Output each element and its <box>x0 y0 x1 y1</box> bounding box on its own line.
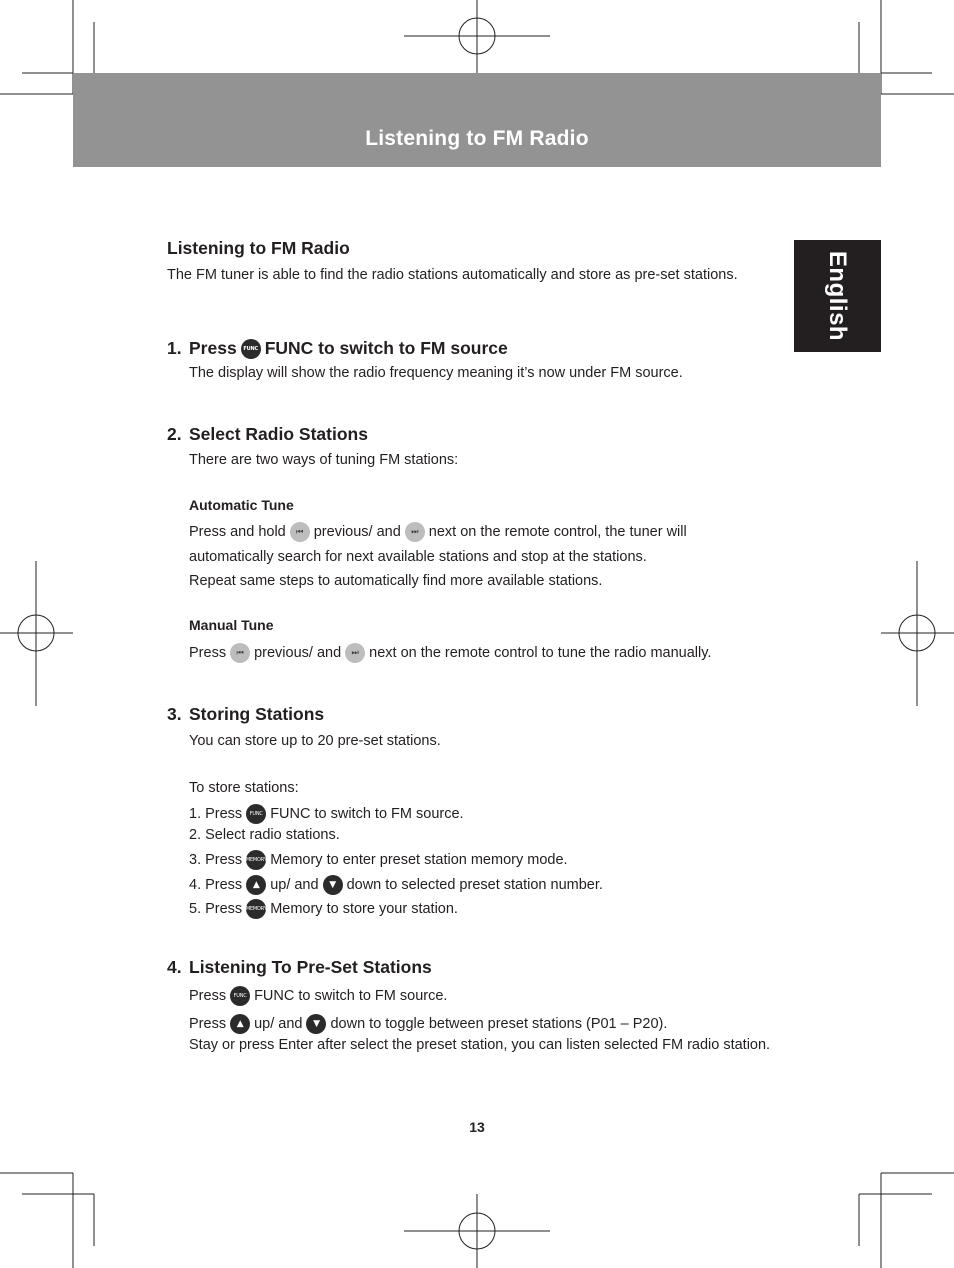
up-arrow-icon: ▲ <box>246 875 266 895</box>
store-step-3 <box>189 850 568 870</box>
manual-tune-line1 <box>189 643 711 663</box>
step3-b: Memory to enter preset station memory mode. <box>270 852 568 868</box>
down-arrow-icon: ▼ <box>306 1014 326 1034</box>
automatic-tune-line1 <box>189 522 687 542</box>
auto-line1-c: next on the remote control, the tuner will <box>428 524 687 540</box>
language-tab-label: English <box>824 250 851 342</box>
step1-b: FUNC to switch to FM source. <box>270 806 464 822</box>
manual-line1-a: Press <box>189 645 227 661</box>
s4-line2-b: up/ and <box>254 1016 303 1032</box>
section1-text: The display will show the radio frequency meaning it’s now under FM source. <box>189 365 683 381</box>
section2-number: 2. <box>167 424 182 444</box>
header-band <box>73 73 881 167</box>
section3-text: You can store up to 20 pre-set stations. <box>189 733 441 749</box>
store-step-4 <box>189 875 603 895</box>
step5-b: Memory to store your station. <box>270 901 458 917</box>
next-icon: ⏭ <box>405 522 425 542</box>
next-icon: ⏭ <box>345 643 365 663</box>
section3-heading <box>167 704 324 725</box>
section1-number: 1. <box>167 338 182 358</box>
section3-number: 3. <box>167 704 182 724</box>
previous-icon: ⏮ <box>230 643 250 663</box>
intro-text: The FM tuner is able to find the radio stations automatically and store as pre-set stations. <box>167 267 738 283</box>
section1-title-rest: FUNC to switch to FM source <box>264 338 508 358</box>
down-arrow-icon: ▼ <box>323 875 343 895</box>
section2-text: There are two ways of tuning FM stations: <box>189 452 459 468</box>
section4-line2 <box>189 1014 667 1034</box>
automatic-tune-line2: automatically search for next available stations and stop at the stations. <box>189 549 647 565</box>
automatic-tune-heading: Automatic Tune <box>189 497 294 513</box>
manual-line1-b: previous/ and <box>254 645 342 661</box>
s4-line2-c: down to toggle between preset stations (P01 – P20). <box>330 1016 668 1032</box>
step4-a: 4. Press <box>189 877 243 893</box>
step3-a: 3. Press <box>189 852 243 868</box>
memory-icon: MEMORY <box>246 899 266 919</box>
s4-line1-a: Press <box>189 988 227 1004</box>
store-step-5 <box>189 899 458 919</box>
section4-heading <box>167 957 432 978</box>
section2-heading <box>167 424 368 445</box>
step4-b: up/ and <box>270 877 319 893</box>
section1-press: Press <box>189 338 237 358</box>
section4-line3: Stay or press Enter after select the preset station, you can listen selected FM radio station. <box>189 1037 771 1053</box>
step1-a: 1. Press <box>189 806 243 822</box>
manual-line1-c: next on the remote control to tune the radio manually. <box>369 645 712 661</box>
manual-tune-heading: Manual Tune <box>189 617 274 633</box>
section4-line1 <box>189 986 447 1006</box>
language-tab <box>794 240 881 352</box>
intro-heading: Listening to FM Radio <box>167 238 350 258</box>
s4-line1-b: FUNC to switch to FM source. <box>254 988 448 1004</box>
store-step-2: 2. Select radio stations. <box>189 827 340 843</box>
s4-line2-a: Press <box>189 1016 227 1032</box>
memory-icon: MEMORY <box>246 850 266 870</box>
up-arrow-icon: ▲ <box>230 1014 250 1034</box>
section4-number: 4. <box>167 957 182 977</box>
page-number: 13 <box>469 1119 485 1135</box>
to-store-label: To store stations: <box>189 780 299 796</box>
auto-line1-b: previous/ and <box>313 524 401 540</box>
section1-heading <box>167 338 508 359</box>
page-title: Listening to FM Radio <box>365 127 589 150</box>
previous-icon: ⏮ <box>290 522 310 542</box>
auto-line1-a: Press and hold <box>189 524 286 540</box>
automatic-tune-line3: Repeat same steps to automatically find more available stations. <box>189 573 603 589</box>
func-icon: FUNC <box>230 986 250 1006</box>
step4-c: down to selected preset station number. <box>346 877 603 893</box>
step5-a: 5. Press <box>189 901 243 917</box>
section3-title: Storing Stations <box>189 704 325 724</box>
section4-title: Listening To Pre-Set Stations <box>189 957 432 977</box>
func-icon: FUNC <box>241 339 261 359</box>
func-icon: FUNC <box>246 804 266 824</box>
section2-title: Select Radio Stations <box>189 424 368 444</box>
store-step-1 <box>189 804 464 824</box>
